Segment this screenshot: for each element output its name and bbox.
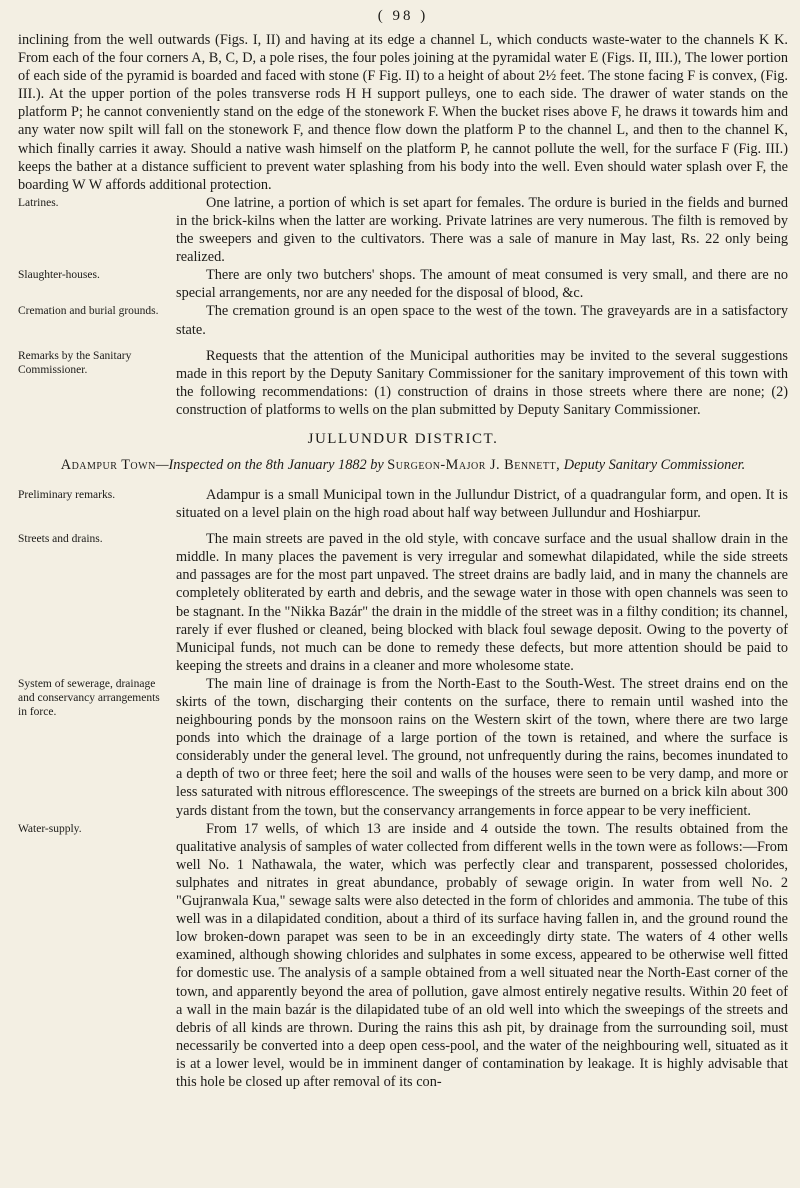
section-slaughter-houses <box>18 266 788 302</box>
inspector-name: Surgeon-Major J. Bennett, <box>387 456 561 473</box>
section-text-remarks: Requests that the attention of the Municipal authorities may be invited to the several suggestions made in this report by the Deputy Sanitary Commissioner for the sanitary improvement of this town with the following recommendations: (1) construction of drains in those streets where there are none; (2) construction of platforms to wells on the plan submitted by Deputy Sanitary Commissioner. <box>176 347 788 418</box>
section-text-sewerage: The main line of drainage is from the North-East to the South-West. The street drains end on the skirts of the town, discharging their contents on the surface, there to remain until washed into the neighbouring ponds by the monsoon rains on the Western skirt of the town, where there are two large ponds into which the drainage of a large portion of the town is retained, and where the surface is considerably under the general level. The ground, not unfrequently during the rains, becomes inundated to a depth of two or three feet; here the soil and walls of the houses were seen to be very damp, and more or less saturated with nitrous efflorescence. The sweepings of the streets are burned on a brick kiln about 300 yards distant from the town, but the conservancy arrangements in force appear to be very inefficient. <box>176 675 788 819</box>
section-preliminary <box>18 486 788 522</box>
sidenote-sewerage: System of sewerage, drainage and conservancy arrangements in force. <box>18 677 160 718</box>
section-water-supply <box>18 820 788 1091</box>
page-number: ( 98 ) <box>377 8 429 24</box>
town-subheading <box>18 456 788 474</box>
sidenote-streets: Streets and drains. <box>18 533 103 546</box>
section-sewerage <box>18 675 788 820</box>
sidenote-slaughter-houses: Slaughter-houses. <box>18 269 100 282</box>
section-streets <box>18 530 788 675</box>
sidenote-preliminary: Preliminary remarks. <box>18 488 116 501</box>
section-text-cremation: The cremation ground is an open space to the west of the town. The graveyards are in a satisfactory state. <box>176 303 788 338</box>
inspected-text: —Inspected on the 8th January 1882 by <box>155 456 384 473</box>
section-text-preliminary: Adampur is a small Municipal town in the Jullundur District, of a quadrangular form, and open. It is situated on a level plain on the high road about half way between Jullundur and Hoshiarpur. <box>176 486 788 522</box>
section-cremation <box>18 302 788 338</box>
sidenote-cremation: Cremation and burial grounds. <box>18 305 159 318</box>
sidenote-water-supply: Water-supply. <box>18 822 82 835</box>
sidenote-latrines: Latrines. <box>18 196 59 209</box>
section-text-latrines: One latrine, a portion of which is set apart for females. The ordure is buried in the fields and burned in the brick-kilns when the latter are working. Private latrines are very numerous. The filth is removed by the sweepers and given to the cultivators. There was a sale of manure in May last, Rs. 22 only being realized. <box>176 194 788 266</box>
intro-paragraph: inclining from the well outwards (Figs. I, II) and having at its edge a channel L, which conducts waste-water to the channels K K. From each of the four corners A, B, C, D, a pole rises, the four poles joining at the pyramidal water E (Figs. II, III.), The lower portion of each side of the pyramid is boarded and faced with stone (F Fig. II) to a height of about 2½ feet. The stone facing F is convex, (Fig. III.). At the upper portion of the poles transverse rods H H support pulleys, one to each side. The drawer of water stands on the platform P; he cannot conveniently stand on the edge of the stonework F. When the bucket rises above F, he draws it towards him and any water now spilt will fall on the stonework F, and thence flow down the platform P to the channel L, and then to the channel K, which finally carries it away. Should a native wash himself on the platform P, he cannot pollute the well, for the surface F (Fig. III.) keeps the bather at a distance sufficient to prevent water splashing from his body into the well. Even should water splash over F, the boarding W W affords additional protection. <box>18 32 788 193</box>
section-remarks <box>18 347 788 419</box>
section-text-streets: The main streets are paved in the old style, with concave surface and the usual shallow drain in the middle. In many places the pavement is very irregular and somewhat dilapidated, while the side streets and passages are for the most part unpaved. The street drains are badly laid, and in many the channels are completely obliterated by earth and debris, and the sewage water in those with open channels was seen to be stagnant. In the "Nikka Bazár" the drain in the middle of the street was in a filthy condition; its channel, rarely if ever flushed or cleaned, being blocked with black foul sewage deposit. Owing to the poverty of Municipal funds, not much can be done to remedy these defects, but more attention should be paid to keeping the streets and drains in a cleaner and more wholesome state. <box>176 531 788 674</box>
inspector-role: Deputy Sanitary Commissioner. <box>563 456 746 473</box>
section-latrines <box>18 194 788 266</box>
section-text-water-supply: From 17 wells, of which 13 are inside and 4 outside the town. The results obtained from the qualitative analysis of samples of water collected from different wells in the town were as follows:—From well No. 1 Nathawala, the water, which was perfectly clear and transparent, possessed cholorides, sulphates and nitrates in great abundance, probably of sewage origin. In water from well No. 2 "Gujranwala Kua," sewage salts were also detected in the form of chlorides and ammonia. The tube of this well was in a dilapidated condition, about a third of its surface having fallen in, and the ground round the low broken-down parapet was seen to be in an exceedingly dirty state. The waters of 4 other wells examined, although showing chlorides and sulphates in some excess, appeared to be otherwise well fitted for domestic use. The analysis of a sample obtained from a well situated near the North-East corner of the town, and apparently beyond the area of pollution, gave almost entirely negative results. Within 20 feet of a wall in the main bazár is the dilapidated tube of an old well into which the sweepings of the streets and debris of all kinds are thrown. During the rains this ash pit, by drainage from the surrounding soil, must necessarily be converted into a deep open cess-pool, and the water of the neighbouring well, situated as it is at a lower level, would be in imminent danger of contamination by leakage. It is highly advisable that this hole be closed up after removal of its con- <box>176 820 788 1090</box>
sidenote-remarks: Remarks by the Sanitary Commissioner. <box>18 349 132 376</box>
section-text-slaughter-houses: There are only two butchers' shops. The amount of meat consumed is very small, and there are no special arrangements, nor are any needed for the disposal of blood, &c. <box>176 267 788 302</box>
town-name: Adampur Town <box>60 456 156 473</box>
district-heading: JULLUNDUR DISTRICT. <box>307 430 499 447</box>
